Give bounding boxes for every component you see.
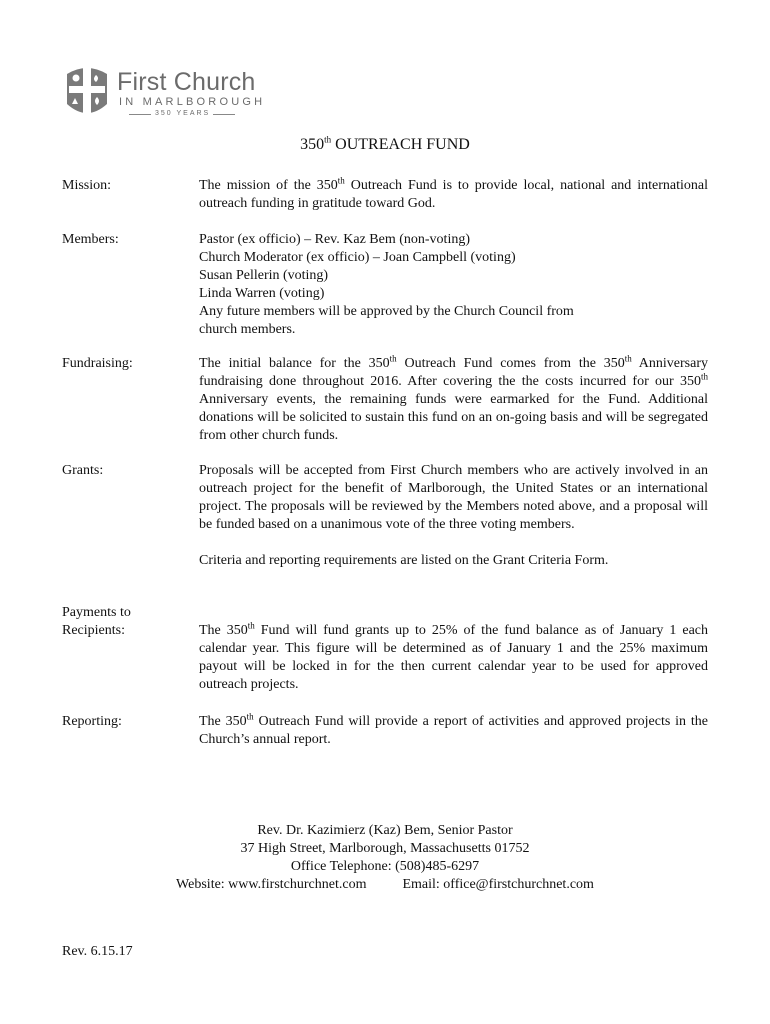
cross-emblem-icon [63,64,111,122]
section-grants [62,462,708,570]
section-label: Members: [62,232,119,247]
member-line: Susan Pellerin (voting) [199,268,329,283]
logo-subtitle: IN MARLBOROUGH [119,96,266,108]
text-run: The initial balance for the 350 [199,356,390,371]
web-email-line [0,876,770,894]
text-run: Outreach Fund is to provide local, national and international outreach funding in gratitude toward God. [199,178,708,211]
text-run: Anniversary events, the remaining funds were earmarked for the Fund. Additional donations will be solicited to sustain this fund on an on-going basis and will be segregated from other church funds. [199,392,708,443]
section-label: Fundraising: [62,356,133,371]
phone-line: Office Telephone: (508)485-6297 [290,859,480,874]
section-members [62,231,708,339]
ordinal-sup: th [247,620,255,631]
text-run: Outreach Fund comes from the 350 [396,356,625,371]
ordinal-sup: th [246,711,254,722]
ordinal-sup: th [389,353,397,364]
website-link[interactable]: Website: www.firstchurchnet.com [176,877,367,892]
logo-rule-left [129,114,151,115]
section-label: Mission: [62,178,112,193]
label-line: Recipients: [62,623,125,638]
section-body [199,462,708,570]
section-label: Reporting: [62,714,122,729]
section-body [199,355,708,445]
section-body [199,231,708,339]
pastor-line: Rev. Dr. Kazimierz (Kaz) Bem, Senior Pastor [257,823,513,838]
label-line: Payments to [62,605,131,620]
text-run: Outreach Fund will provide a report of activities and approved projects in the Church’s annual report. [199,714,709,747]
section-reporting [62,713,708,749]
section-fundraising [62,355,708,445]
document-title [0,136,770,154]
text-run: Anniversary fundraising done throughout 2016. After covering the the costs incurred for our 350 [199,356,708,389]
section-payments [62,604,708,694]
text-run: The mission of the 350 [199,178,338,193]
member-line: church members. [199,322,296,337]
section-body [199,713,708,749]
ordinal-sup: th [337,175,345,186]
section-label [62,604,192,640]
text-run: The 350 [199,623,248,638]
ordinal-sup: th [700,371,708,382]
member-line: Any future members will be approved by the Church Council from [199,304,574,319]
logo-rule-right [213,114,235,115]
grants-criteria-paragraph: Criteria and reporting requirements are listed on the Grant Criteria Form. [199,553,609,568]
title-sup: th [324,134,332,145]
section-mission [62,177,708,213]
section-body [199,177,708,213]
revision-date: Rev. 6.15.17 [62,944,133,959]
title-text: OUTREACH FUND [331,136,470,153]
logo-years: 350 YEARS [155,110,211,117]
member-line: Church Moderator (ex officio) – Joan Campbell (voting) [199,250,516,265]
text-run: Fund will fund grants up to 25% of the fund balance as of January 1 each calendar year. This figure will be determined as of January 1 and the 25% maximum payout will be locked in for the then current calendar year to be used for approved outreach projects. [199,623,709,692]
member-line: Linda Warren (voting) [199,286,325,301]
section-label: Grants: [62,463,104,478]
logo-church-name: First Church [117,68,256,96]
ordinal-sup: th [624,353,632,364]
grants-paragraph: Proposals will be accepted from First Church members who are actively involved in an outreach project for the benefit of Marlborough, the United States or an international project. The proposals will be reviewed by the Members noted above, and a proposal will be funded based on a unanimous vote of the three voting members. [199,463,708,532]
section-body [199,604,708,694]
text-run: The 350 [199,714,247,729]
title-number: 350 [300,136,325,153]
email-link[interactable]: Email: office@firstchurchnet.com [402,877,594,892]
address-line: 37 High Street, Marlborough, Massachusetts 01752 [240,841,530,856]
contact-footer [0,822,770,894]
church-logo [63,64,273,122]
member-line: Pastor (ex officio) – Rev. Kaz Bem (non-voting) [199,232,470,247]
